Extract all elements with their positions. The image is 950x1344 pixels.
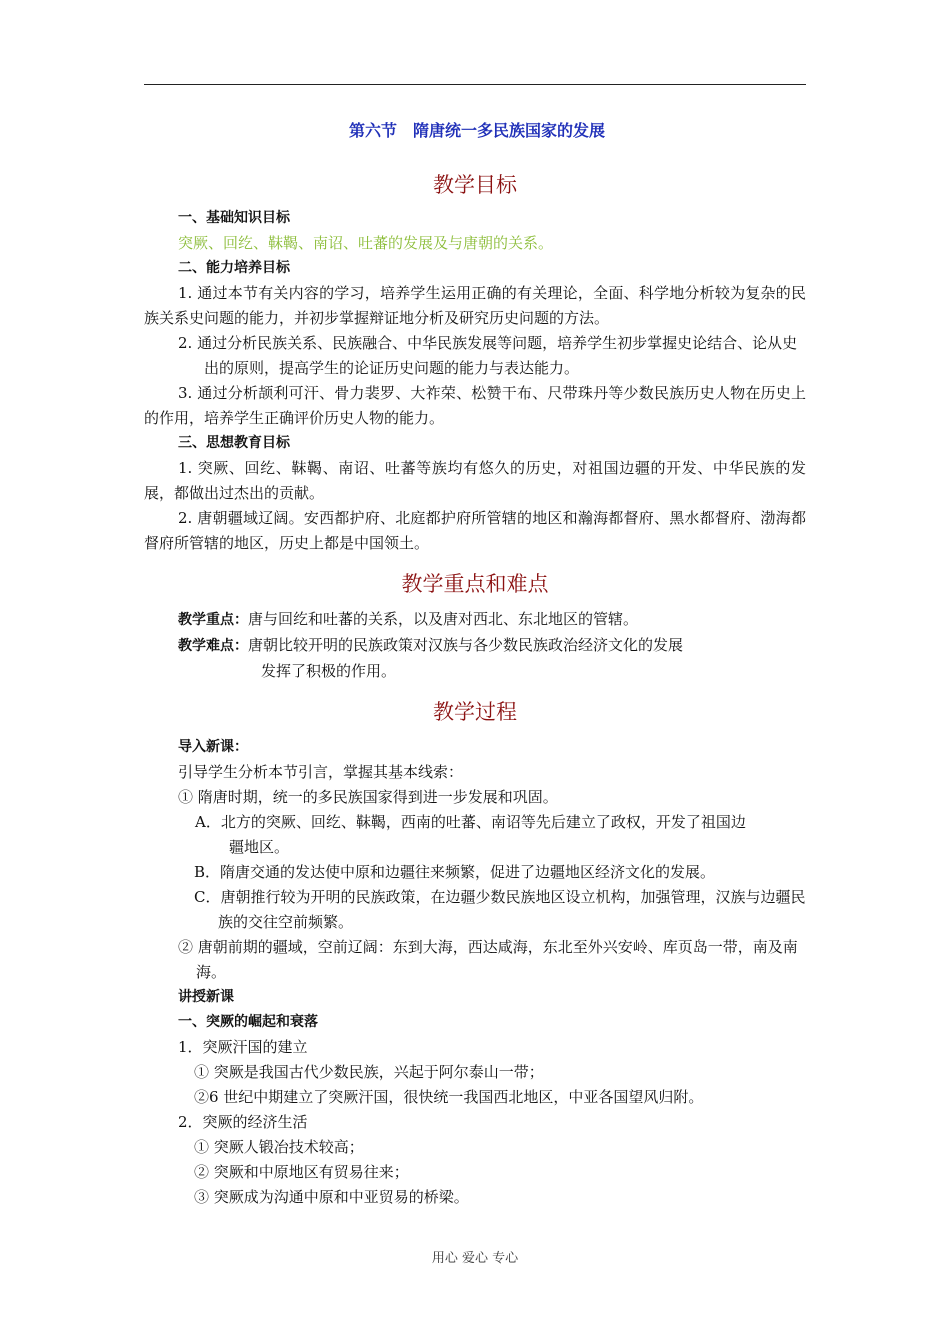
point-1: ① 隋唐时期，统一的多民族国家得到进一步发展和巩固。 [178, 788, 558, 806]
ability-item-3: 3. 通过分析颉利可汗、骨力裴罗、大祚荣、松赞干布、尺带珠丹等少数民族历史人物在历史上的作用，培养学生正确评价历史人物的能力。 [144, 384, 806, 427]
difficulty-row [144, 633, 806, 659]
point-2: ② 唐朝前期的疆域，空前辽阔：东到大海，西达咸海，东北至外兴安岭、库页岛一带，南及南海。 [178, 938, 798, 981]
header-rule [144, 84, 806, 85]
intro-label: 导入新课： [178, 739, 248, 755]
point-c: C．唐朝推行较为开明的民族政策，在边疆少数民族地区设立机构，加强管理，汉族与边疆民族的交往空前频繁。 [194, 888, 806, 931]
moral-item-1: 1. 突厥、回纥、靺鞨、南诏、吐蕃等族均有悠久的历史，对祖国边疆的开发、中华民族的发展，都做出过杰出的贡献。 [144, 459, 806, 502]
difficulty-text: 唐朝比较开明的民族政策对汉族与各少数民族政治经济文化的发展 [248, 636, 684, 654]
section-heading-key-points: 教学重点和难点 [401, 572, 549, 596]
topic-1-item-2: 2．突厥的经济生活 [178, 1113, 308, 1131]
topic-1-item-2b: ② 突厥和中原地区有贸易往来； [194, 1163, 409, 1181]
section-heading-objectives: 教学目标 [433, 173, 517, 197]
lecture-label: 讲授新课 [178, 989, 234, 1005]
point-a-line1: A．北方的突厥、回纥、靺鞨，西南的吐蕃、南诏等先后建立了政权，开发了祖国边 [195, 813, 746, 831]
point-a-line2: 疆地区。 [229, 838, 290, 856]
subheading-moral: 三、思想教育目标 [178, 435, 290, 451]
topic-1-item-1a: ① 突厥是我国古代少数民族，兴起于阿尔泰山一带； [194, 1063, 544, 1081]
page-footer: 用心 爱心 专心 [431, 1251, 519, 1266]
ability-item-1: 1. 通过本节有关内容的学习，培养学生运用正确的有关理论，全面、科学地分析较为复杂的民族关系史问题的能力，并初步掌握辩证地分析及研究历史问题的方法。 [144, 284, 806, 327]
ability-item-2: 2. 通过分析民族关系、民族融合、中华民族发展等问题，培养学生初步掌握史论结合、论从史出的原则，提高学生的论证历史问题的能力与表达能力。 [178, 334, 798, 377]
difficulty-label: 教学难点： [178, 638, 248, 654]
document-body [144, 118, 806, 1210]
topic-1-item-2c: ③ 突厥成为沟通中原和中亚贸易的桥梁。 [194, 1188, 469, 1206]
knowledge-text: 突厥、回纥、靺鞨、南诏、吐蕃的发展及与唐朝的关系。 [178, 234, 554, 252]
difficulty-text-cont: 发挥了积极的作用。 [261, 662, 397, 680]
key-point-label: 教学重点： [178, 612, 248, 628]
moral-item-2: 2. 唐朝疆域辽阔。安西都护府、北庭都护府所管辖的地区和瀚海都督府、黑水都督府、渤海都督府所管辖的地区，历史上都是中国领土。 [144, 509, 806, 552]
topic-1-heading: 一、突厥的崛起和衰落 [178, 1014, 318, 1030]
key-point-text: 唐与回纥和吐蕃的关系，以及唐对西北、东北地区的管辖。 [248, 610, 639, 628]
topic-1-item-1b: ②6 世纪中期建立了突厥汗国，很快统一我国西北地区，中亚各国望风归附。 [194, 1088, 704, 1106]
subheading-knowledge: 一、基础知识目标 [178, 210, 290, 226]
page-title: 第六节 隋唐统一多民族国家的发展 [348, 121, 605, 140]
subheading-ability: 二、能力培养目标 [178, 260, 290, 276]
intro-text: 引导学生分析本节引言，掌握其基本线索： [178, 763, 464, 781]
topic-1-item-1: 1．突厥汗国的建立 [178, 1038, 308, 1056]
point-b: B．隋唐交通的发达使中原和边疆往来频繁，促进了边疆地区经济文化的发展。 [194, 863, 716, 881]
key-point-row [144, 607, 806, 633]
topic-1-item-2a: ① 突厥人锻冶技术较高； [194, 1138, 364, 1156]
section-heading-process: 教学过程 [433, 700, 517, 724]
